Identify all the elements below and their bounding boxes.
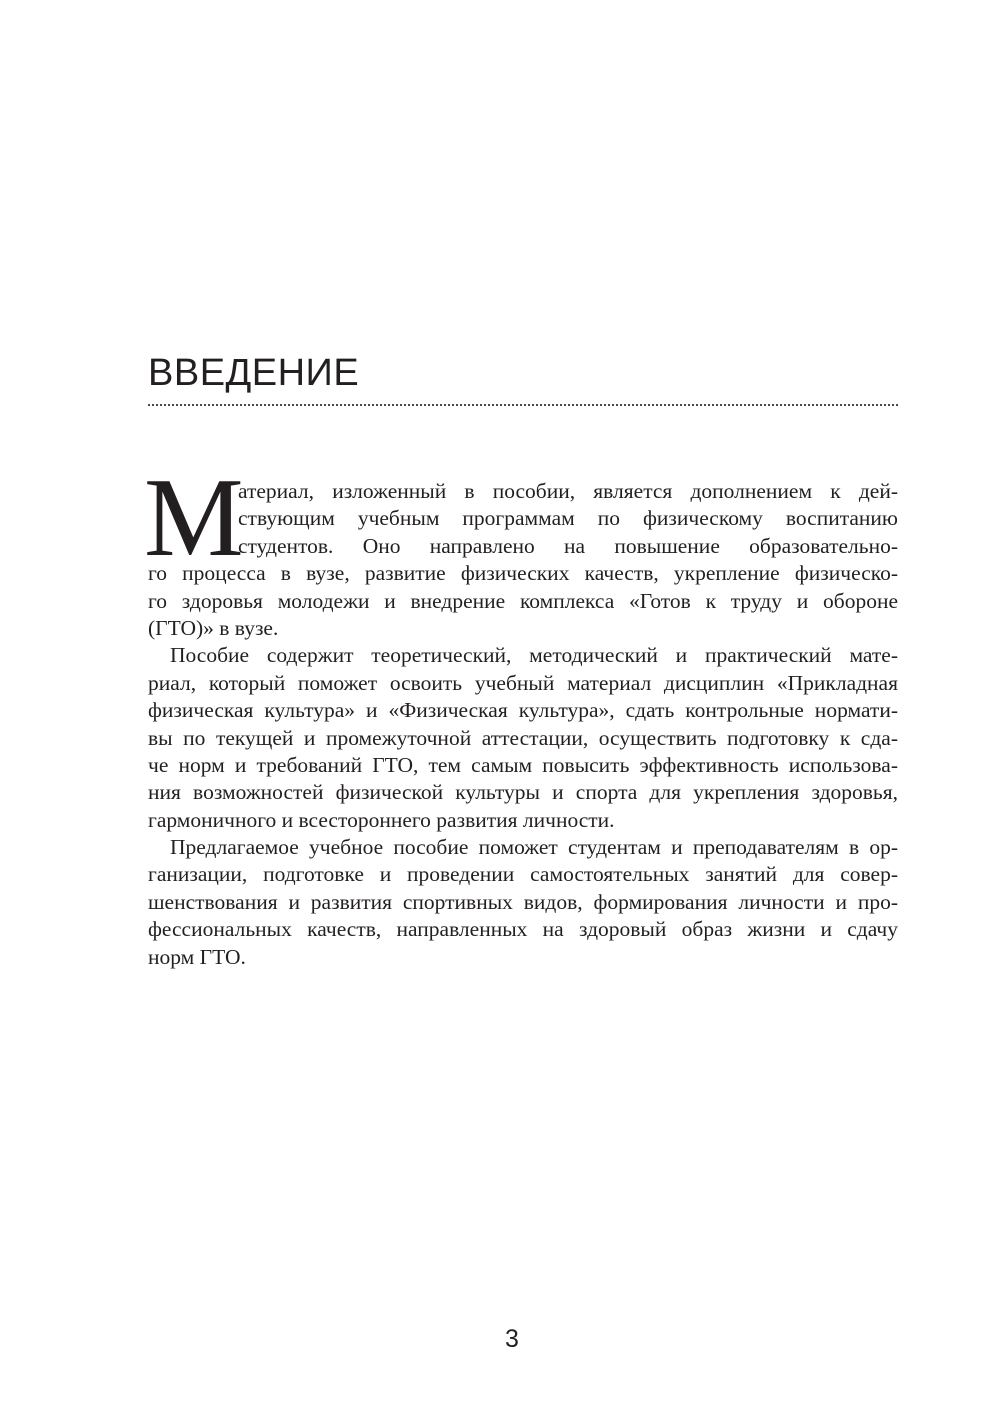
text-line: го процесса в вузе, развитие физических качеств, укрепление физическо- (148, 561, 898, 586)
text-line: фессиональных качеств, направленных на здоровый образ жизни и сдачу (148, 917, 898, 942)
drop-cap: М (144, 456, 244, 580)
text-line: шенствования и развития спортивных видов, формирования личности и про- (148, 889, 898, 914)
paragraph-3 (148, 834, 898, 971)
page-number: 3 (505, 1325, 519, 1353)
text-line: че норм и требований ГТО, тем самым повысить эффективность использова- (148, 752, 898, 777)
text-line: риал, который поможет освоить учебный материал дисциплин «Прикладная (148, 670, 898, 695)
text-line: физическая культура» и «Физическая культура», сдать контрольные нормати- (148, 698, 898, 723)
text-line: (ГТО)» в вузе. (148, 615, 279, 640)
text-line: го здоровья молодежи и внедрение комплекса «Готов к труду и обороне (148, 588, 898, 613)
body-text (144, 456, 898, 971)
text-line: Предлагаемое учебное пособие поможет студентам и преподавателям в ор- (170, 835, 898, 860)
text-line: гармоничного и всестороннего развития личности. (148, 807, 615, 832)
paragraph-2 (148, 642, 898, 834)
text-line: ганизации, подготовке и проведении самостоятельных занятий для совер- (148, 862, 898, 887)
paragraph-1 (144, 456, 898, 642)
text-line: ния возможностей физической культуры и спорта для укрепления здоровья, (148, 780, 898, 805)
dotted-divider (148, 404, 898, 406)
text-line: атериал, изложенный в пособии, является дополнением к дей- (238, 479, 898, 503)
chapter-title: ВВЕДЕНИЕ (148, 352, 360, 394)
text-line: Пособие содержит теоретический, методический и практический мате- (170, 643, 898, 668)
text-line: вы по текущей и промежуточной аттестации, осуществить подготовку к сда- (148, 725, 898, 750)
text-line: норм ГТО. (148, 944, 246, 969)
text-line: студентов. Оно направлено на повышение образовательно- (238, 533, 898, 558)
text-line: ствующим учебным программам по физическому воспитанию (238, 506, 898, 531)
